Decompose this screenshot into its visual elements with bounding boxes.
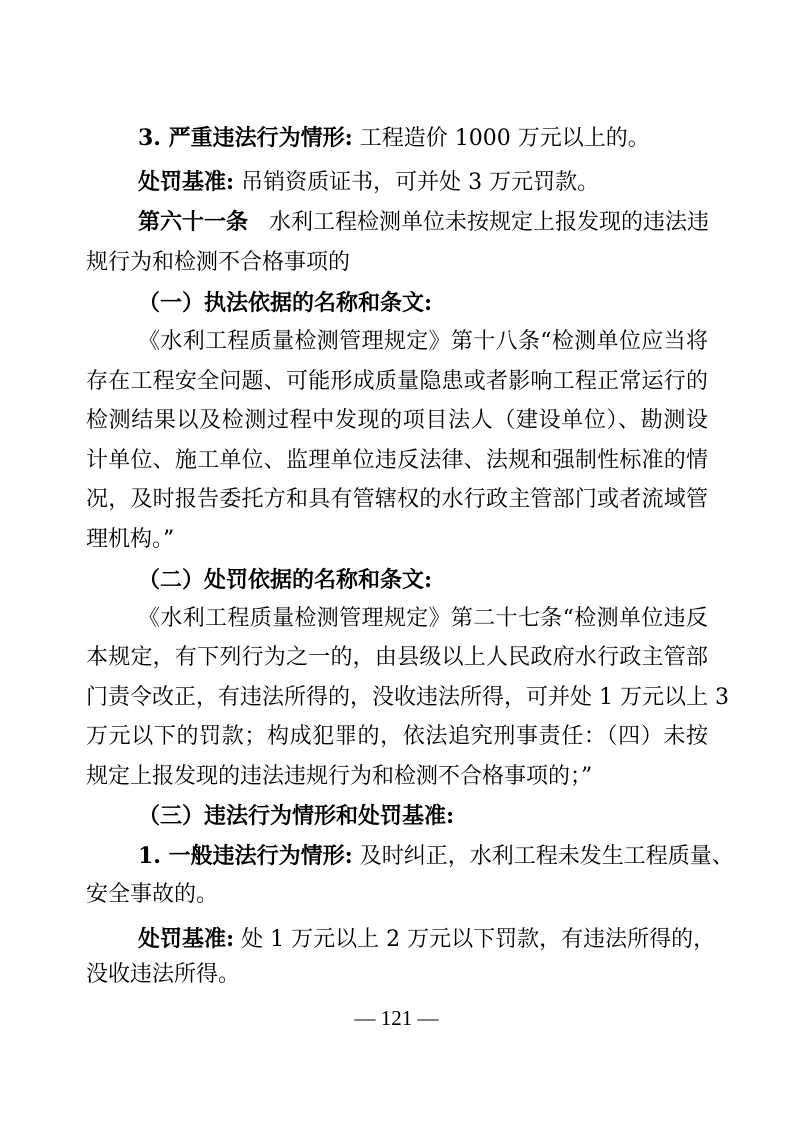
text-line [138, 167, 599, 198]
paragraph-line: 万元以下的罚款；构成犯罪的，依法追究刑事责任：（四）未按 [86, 724, 708, 749]
item-text: 及时纠正，水利工程未发生工程质量、 [359, 844, 734, 869]
section-heading: （一）执法依据的名称和条文: [138, 290, 433, 316]
text-line [138, 123, 650, 154]
text-line: 没收违法所得。 [86, 962, 241, 987]
item-heading: 3. 严重违法行为情形: [138, 125, 353, 151]
item-heading: 处罚基准: [138, 926, 235, 952]
item-text: 吊销资质证书，可并处 3 万元罚款。 [241, 170, 600, 195]
text-line [138, 924, 715, 955]
item-heading: 1. 一般违法行为情形: [138, 843, 353, 869]
article-number: 第六十一条 [138, 209, 249, 235]
paragraph-line: 况，及时报告委托方和具有管辖权的水行政主管部门或者流域管 [86, 487, 708, 512]
paragraph-line: 《水利工程质量检测管理规定》第十八条“检测单位应当将 [138, 329, 708, 354]
article-title-continued: 规行为和检测不合格事项的 [86, 250, 351, 275]
article-line [138, 207, 709, 238]
paragraph-line: 门责令改正，有违法所得的，没收违法所得，可并处 1 万元以上 3 [86, 685, 729, 710]
item-text: 工程造价 1000 万元以上的。 [359, 126, 650, 151]
text-line [138, 841, 734, 872]
paragraph-line: 《水利工程质量检测管理规定》第二十七条“检测单位违反 [138, 606, 708, 631]
item-text: 处 1 万元以上 2 万元以下罚款，有违法所得的， [241, 927, 716, 952]
text-line: 安全事故的。 [86, 882, 219, 907]
paragraph-line: 存在工程安全问题、可能形成质量隐患或者影响工程正常运行的 [86, 369, 708, 394]
paragraph-line: 检测结果以及检测过程中发现的项目法人（建设单位）、勘测设 [86, 408, 708, 433]
paragraph-line: 本规定，有下列行为之一的，由县级以上人民政府水行政主管部 [86, 645, 708, 670]
article-title: 水利工程检测单位未按规定上报发现的违法违 [269, 210, 710, 235]
page-number: — 121 — [354, 1006, 439, 1030]
paragraph-line: 理机构。” [86, 527, 175, 552]
section-heading: （三）违法行为情形和处罚基准: [138, 803, 455, 829]
section-heading: （二）处罚依据的名称和条文: [138, 567, 433, 593]
paragraph-line: 规定上报发现的违法违规行为和检测不合格事项的；” [86, 764, 593, 789]
item-heading: 处罚基准: [138, 169, 235, 195]
paragraph-line: 计单位、施工单位、监理单位违反法律、法规和强制性标准的情 [86, 448, 708, 473]
